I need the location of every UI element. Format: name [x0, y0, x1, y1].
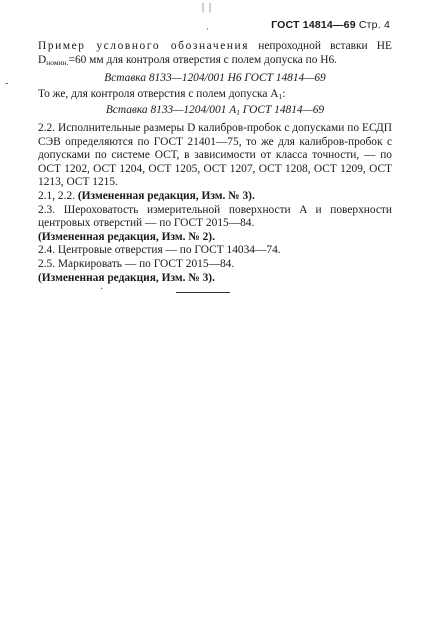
paragraph-2-1-2-2-amendment: [38, 190, 392, 204]
designation-code-2: [38, 104, 392, 120]
paragraph-2-3: 2.3. Шероховатость измерительной поверхности A и поверхности центровых отверстий — по ГОСТ 2015—84.: [38, 203, 392, 230]
example-lead: Пример условного обозначения: [38, 40, 250, 52]
same-for-a1-text: То же, для контроля отверстия с полем допуска A: [38, 87, 279, 100]
example-subscript-nom: номин.: [46, 57, 69, 67]
paragraph-2-5: 2.5. Маркировать — по ГОСТ 2015—84.: [38, 257, 235, 270]
example-line1-rest: непроходной вставки НЕ D: [38, 40, 392, 66]
example-paragraph: [38, 40, 392, 69]
section-divider: [176, 292, 230, 293]
designation-code-1: Вставка 8133—1204/001 H6 ГОСТ 14814—69: [104, 72, 326, 85]
same-for-a1-colon: :: [282, 87, 286, 100]
header-standard: ГОСТ 14814—69: [271, 19, 356, 31]
scan-mark-left: ·: [100, 284, 104, 295]
header-page-number: Стр. 4: [358, 19, 390, 31]
same-for-a1-sub: 1: [278, 91, 283, 101]
amendment-note-3a: (Измененная редакция, Изм. № 3).: [77, 189, 255, 202]
example-line1-tail: =60 мм для контроля отверстия с полем допуска по H6.: [68, 53, 338, 66]
amendment-note-3b: (Измененная редакция, Изм. № 3).: [38, 271, 215, 284]
paragraph-2-4: 2.4. Центровые отверстия — по ГОСТ 14034—74.: [38, 244, 281, 257]
amendment-note-2: (Измененная редакция, Изм. № 2).: [38, 230, 215, 243]
code2-part-a: Вставка 8133—1204/001 A: [105, 104, 237, 117]
page-header: [271, 19, 390, 31]
paragraph-2-2: 2.2. Исполнительные размеры D калибров-пробок с допусками по ЕСДП СЭВ определяются по ГОСТ 21401—75, то же для калибров-пробок с допусками по системе ОСТ, в зависимости от класса точности, — по ОСТ 1202, ОСТ 1204, ОСТ 1205, ОСТ 1207, ОСТ 1208, ОСТ 1209, ОСТ 1213, ОСТ 1215.: [38, 121, 392, 189]
same-for-a1-paragraph: [38, 88, 392, 104]
code2-sub: 1: [236, 108, 240, 118]
scan-mark-top: | |: [202, 2, 212, 13]
scan-mark-dot: ·: [206, 24, 209, 34]
amendment-numbers: 2.1, 2.2.: [38, 189, 78, 202]
code2-part-b: ГОСТ 14814—69: [239, 104, 325, 117]
scan-mark-margin: -: [5, 78, 9, 89]
document-body: [38, 40, 392, 285]
